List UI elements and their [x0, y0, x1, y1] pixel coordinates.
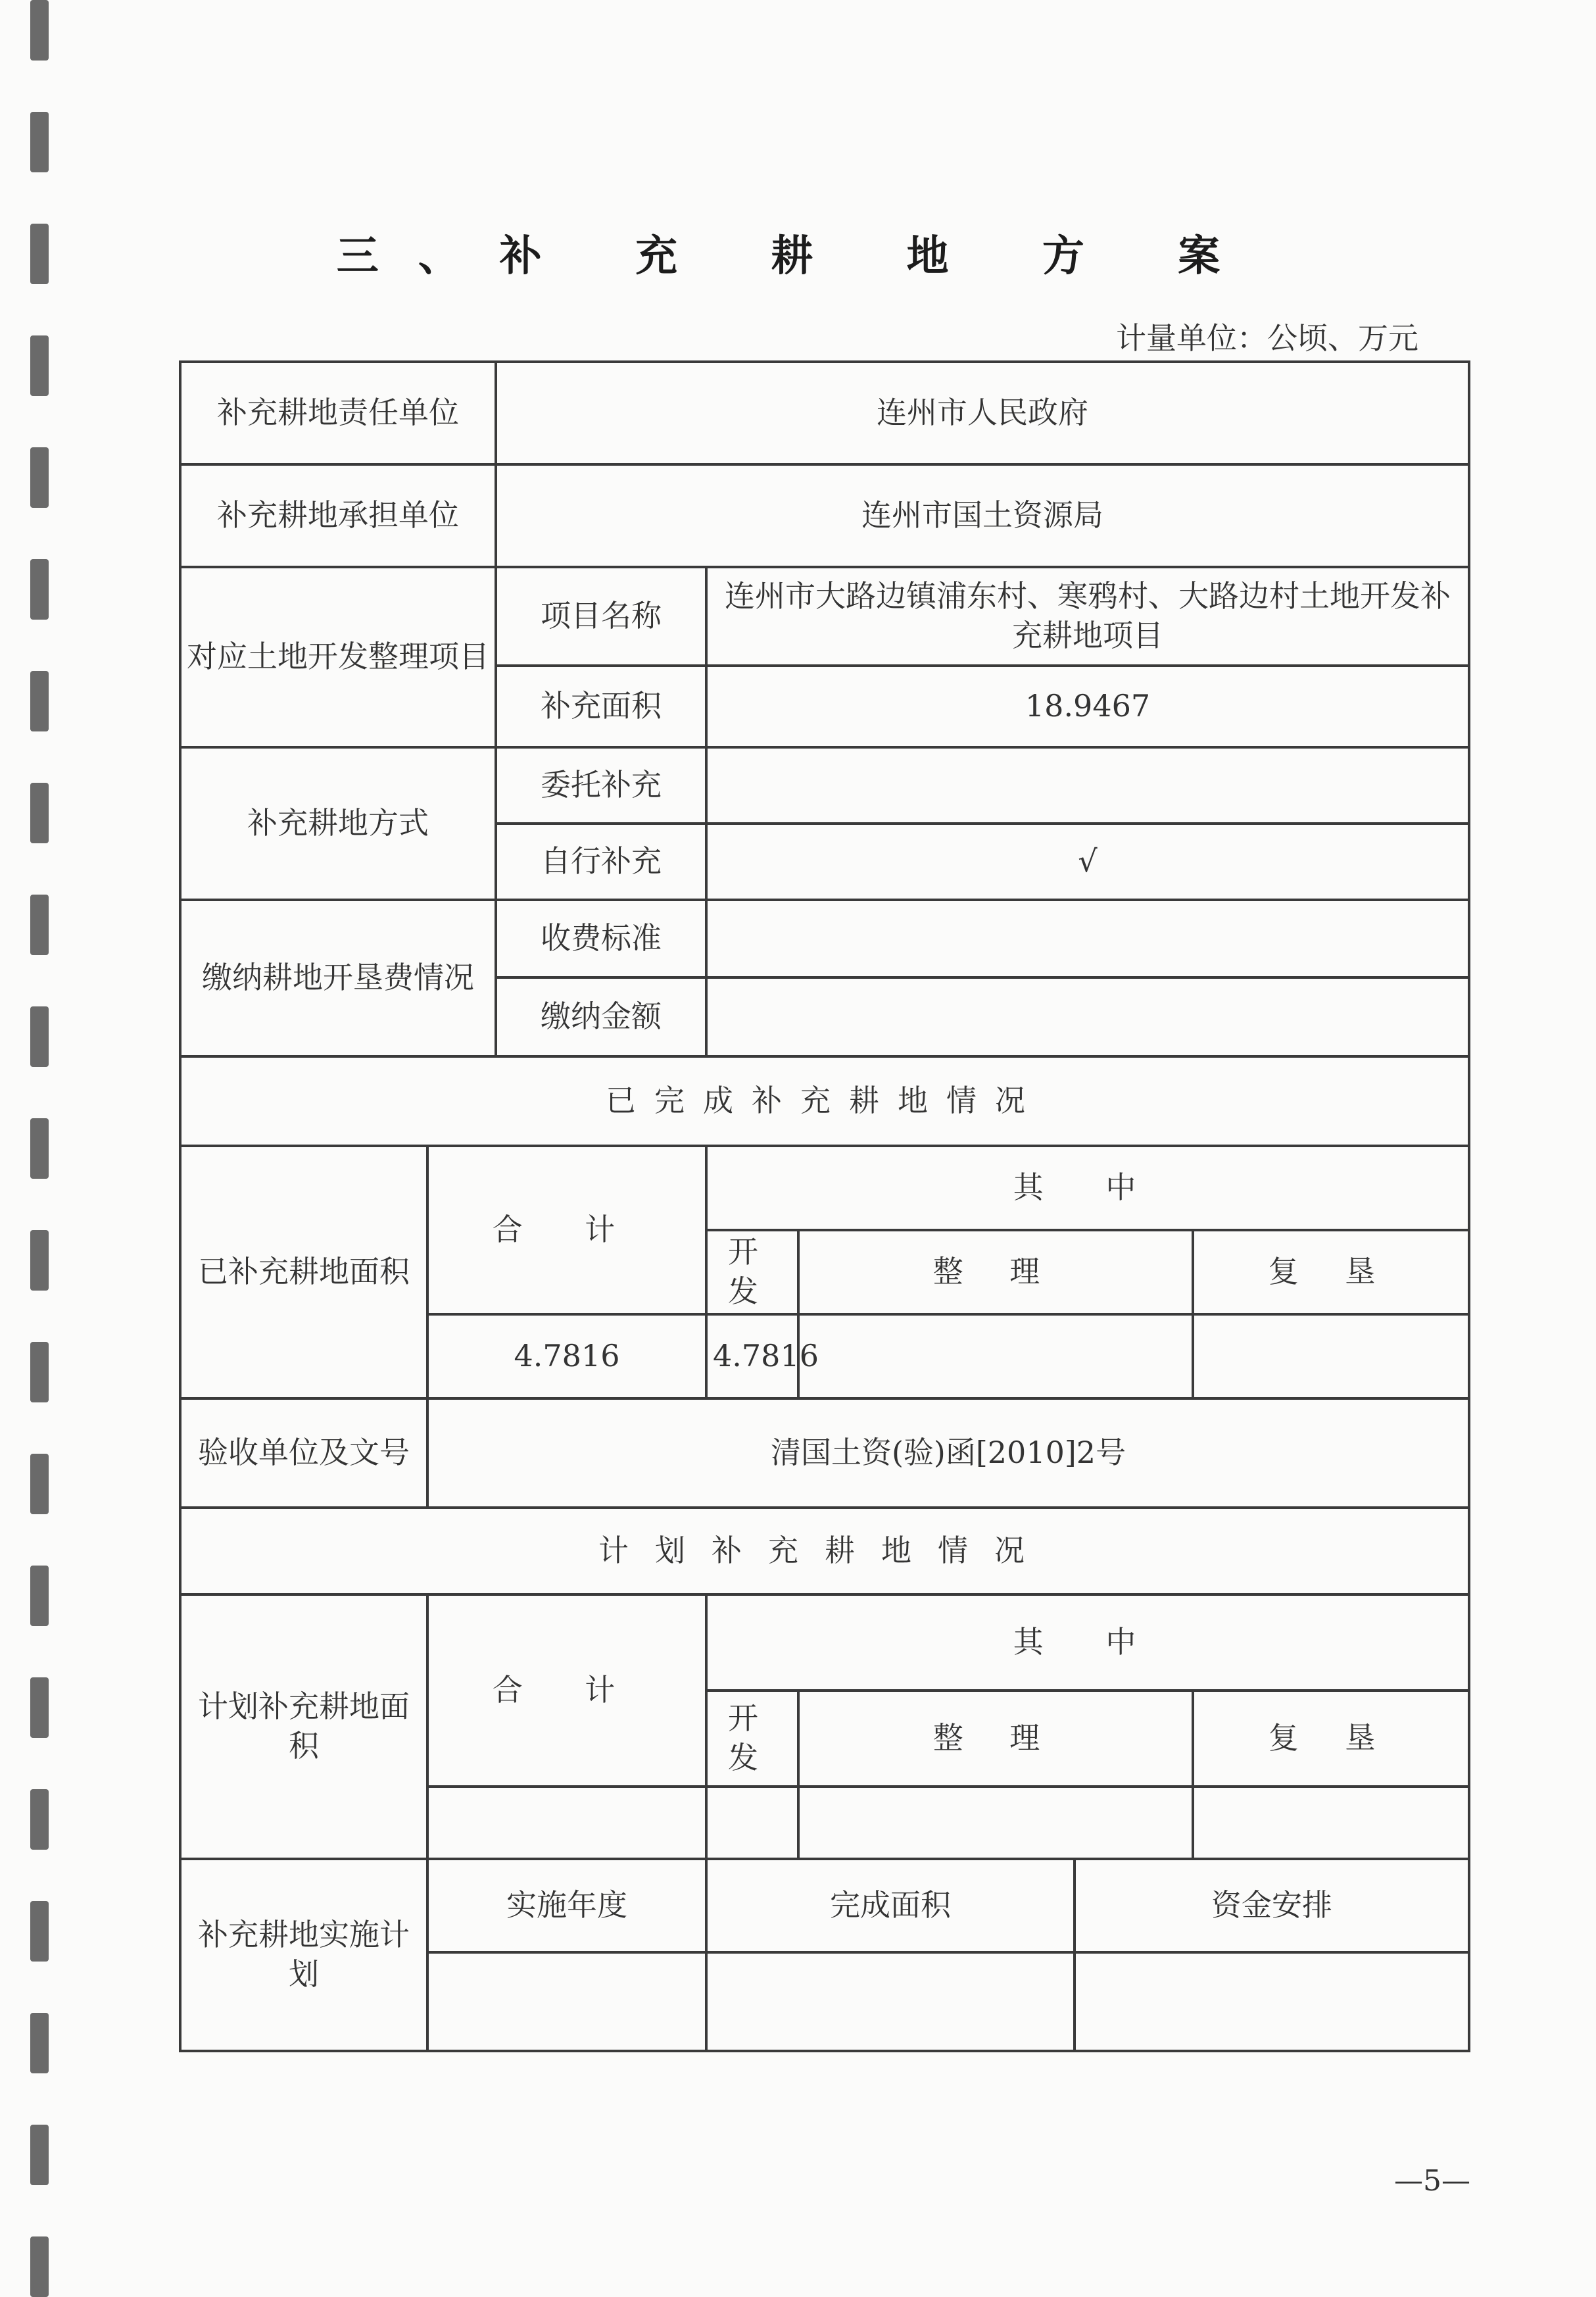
binding-hole — [30, 1677, 49, 1738]
done-area-value — [706, 1952, 1075, 2051]
undertake-unit-value: 连州市国土资源局 — [496, 464, 1469, 567]
self-supplement-label: 自行补充 — [496, 824, 706, 900]
planned-area-label: 计划补充耕地面积 — [180, 1594, 427, 1859]
binding-hole — [30, 1454, 49, 1514]
binding-hole — [30, 671, 49, 731]
planned-develop-label: 开 发 — [706, 1691, 798, 1787]
binding-hole — [30, 2013, 49, 2073]
table-row — [180, 1146, 1469, 1230]
table-row — [180, 1594, 1469, 1691]
supplement-area-label: 补充面积 — [496, 666, 706, 747]
project-name-label: 项目名称 — [496, 567, 706, 666]
planned-reclaim-label: 复 垦 — [1193, 1691, 1469, 1787]
fee-standard-label: 收费标准 — [496, 900, 706, 977]
method-label: 补充耕地方式 — [180, 747, 496, 900]
year-label: 实施年度 — [427, 1859, 706, 1952]
fee-label: 缴纳耕地开垦费情况 — [180, 900, 496, 1056]
completed-total-label: 合 计 — [427, 1146, 706, 1314]
completed-arrange-value — [798, 1314, 1193, 1398]
year-value — [427, 1952, 706, 2051]
completed-among-label: 其 中 — [706, 1146, 1469, 1230]
entrusted-value — [706, 747, 1469, 824]
table-row — [180, 464, 1469, 567]
completed-develop-label: 开 发 — [706, 1230, 798, 1314]
acceptance-value: 清国土资(验)函[2010]2号 — [427, 1398, 1469, 1508]
entrusted-label: 委托补充 — [496, 747, 706, 824]
responsible-unit-value: 连州市人民政府 — [496, 362, 1469, 464]
binding-hole — [30, 559, 49, 620]
binding-hole — [30, 895, 49, 955]
planned-among-label: 其 中 — [706, 1594, 1469, 1691]
binding-hole — [30, 0, 49, 61]
table-row — [180, 1859, 1469, 1952]
table-row — [180, 1508, 1469, 1594]
farmland-plan-table — [179, 360, 1470, 2052]
project-label: 对应土地开发整理项目 — [180, 567, 496, 747]
table-row — [180, 900, 1469, 977]
table-row — [180, 1398, 1469, 1508]
binding-hole — [30, 783, 49, 843]
binding-hole — [30, 1006, 49, 1067]
planned-arrange-value — [798, 1787, 1193, 1859]
planned-section-title: 计划补充耕地情况 — [180, 1508, 1469, 1594]
completed-reclaim-value — [1193, 1314, 1469, 1398]
binding-hole — [30, 447, 49, 508]
binding-hole — [30, 2236, 49, 2297]
undertake-unit-label: 补充耕地承担单位 — [180, 464, 496, 567]
unit-label: 计量单位：公顷、万元 — [1116, 320, 1418, 356]
completed-area-label: 已补充耕地面积 — [180, 1146, 427, 1398]
responsible-unit-label: 补充耕地责任单位 — [180, 362, 496, 464]
fee-amount-label: 缴纳金额 — [496, 977, 706, 1056]
binding-holes — [26, 0, 53, 2275]
fee-standard-value — [706, 900, 1469, 977]
completed-arrange-label: 整 理 — [798, 1230, 1193, 1314]
planned-total-label: 合 计 — [427, 1594, 706, 1787]
completed-total-value: 4.7816 — [427, 1314, 706, 1398]
planned-total-value — [427, 1787, 706, 1859]
binding-hole — [30, 1566, 49, 1626]
binding-hole — [30, 2125, 49, 2185]
table-row — [180, 747, 1469, 824]
table-row — [180, 1056, 1469, 1146]
acceptance-label: 验收单位及文号 — [180, 1398, 427, 1508]
binding-hole — [30, 1118, 49, 1179]
table-row — [180, 567, 1469, 666]
plan-label: 补充耕地实施计划 — [180, 1859, 427, 2051]
binding-hole — [30, 1789, 49, 1850]
planned-arrange-label: 整 理 — [798, 1691, 1193, 1787]
done-area-label: 完成面积 — [706, 1859, 1075, 1952]
binding-hole — [30, 1342, 49, 1402]
fee-amount-value — [706, 977, 1469, 1056]
funding-value — [1075, 1952, 1469, 2051]
planned-develop-value — [706, 1787, 798, 1859]
binding-hole — [30, 1230, 49, 1291]
table-row — [180, 362, 1469, 464]
self-supplement-check: √ — [706, 824, 1469, 900]
binding-hole — [30, 335, 49, 396]
supplement-area-value: 18.9467 — [706, 666, 1469, 747]
completed-develop-value: 4.7816 — [706, 1314, 798, 1398]
completed-section-title: 已完成补充耕地情况 — [180, 1056, 1469, 1146]
funding-label: 资金安排 — [1075, 1859, 1469, 1952]
page-title: 三、补 充 耕 地 方 案 — [336, 232, 1260, 281]
binding-hole — [30, 1901, 49, 1962]
planned-reclaim-value — [1193, 1787, 1469, 1859]
page-number: —5— — [1394, 2164, 1470, 2198]
binding-hole — [30, 112, 49, 172]
completed-reclaim-label: 复 垦 — [1193, 1230, 1469, 1314]
project-name-value: 连州市大路边镇浦东村、寒鸦村、大路边村土地开发补充耕地项目 — [706, 567, 1469, 666]
